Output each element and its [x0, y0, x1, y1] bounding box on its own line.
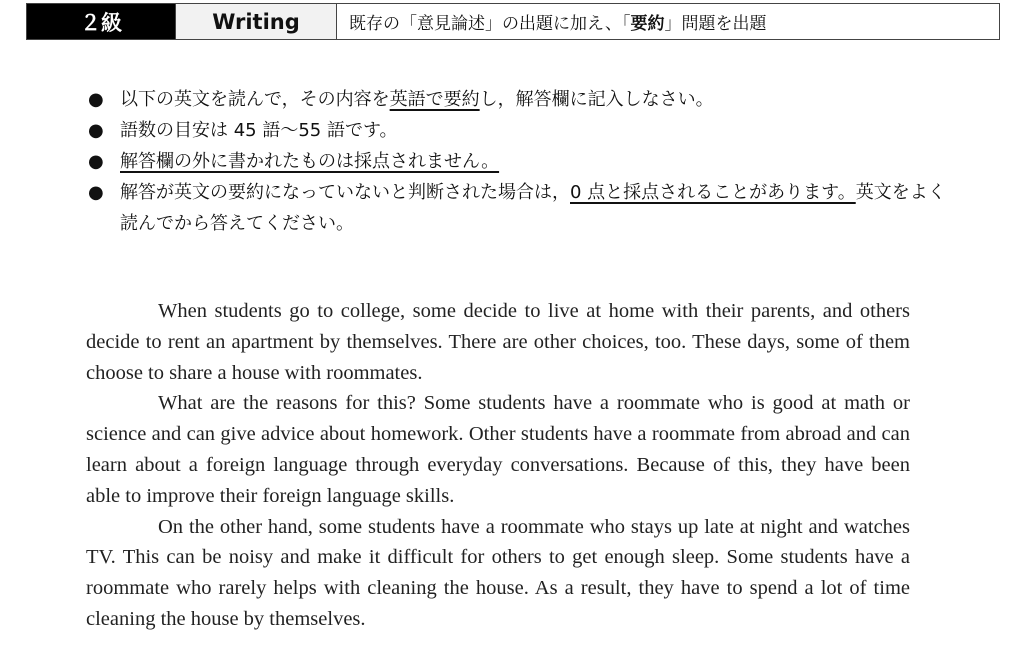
section-label: Writing — [175, 4, 337, 39]
exam-header — [26, 3, 1000, 40]
instruction-text: 語数の目安は 45 語〜55 語です。 — [120, 120, 398, 141]
instruction-underlined: 0 点と採点されることがあります。 — [570, 182, 856, 203]
bullet-icon: ● — [88, 89, 104, 110]
instruction-text: 以下の英文を読んで，その内容を — [120, 89, 390, 110]
bullet-icon: ● — [88, 120, 104, 141]
bullet-icon: ● — [88, 151, 104, 172]
instruction-text: 英文をよく読んでから答えてください。 — [120, 182, 946, 234]
instruction-text: 解答が英文の要約になっていないと判断された場合は， — [120, 182, 570, 203]
instruction-text: し，解答欄に記入しなさい。 — [479, 89, 714, 110]
passage-paragraph-3: On the other hand, some students have a roommate who stays up late at night and watches TV. This can be noisy and make it difficult for others to get enough sleep. Some students have a roommate who rarely helps with cleaning the house. As a result, they have to spend a lot of time cleaning the house by themselves. — [86, 515, 910, 630]
instruction-item — [88, 177, 948, 239]
grade-label: ２級 — [27, 4, 175, 39]
instruction-item — [88, 115, 948, 146]
instruction-item — [88, 146, 948, 177]
header-desc-post: 」問題を出題 — [664, 14, 767, 34]
instruction-item — [88, 84, 948, 115]
instruction-list — [88, 84, 948, 239]
header-desc-bold: 要約 — [630, 14, 665, 34]
header-description — [337, 4, 999, 39]
bullet-icon: ● — [88, 182, 104, 203]
reading-passage — [86, 296, 910, 635]
instruction-underlined: 解答欄の外に書かれたものは採点されません。 — [120, 151, 500, 172]
passage-paragraph-1: When students go to college, some decide to live at home with their parents, and others decide to rent an apartment by themselves. There are other choices, too. These days, some of them choose to share a house with roommates. — [86, 300, 910, 384]
instruction-underlined: 英語で要約 — [389, 89, 480, 110]
passage-paragraph-2: What are the reasons for this? Some students have a roommate who is good at math or science and can give advice about homework. Other students have a roommate from abroad and can learn about a foreign language through everyday conversations. Because of this, they have been able to improve their foreign language skills. — [86, 392, 910, 507]
header-desc-pre: 既存の「意見論述」の出題に加え、「 — [349, 14, 631, 34]
